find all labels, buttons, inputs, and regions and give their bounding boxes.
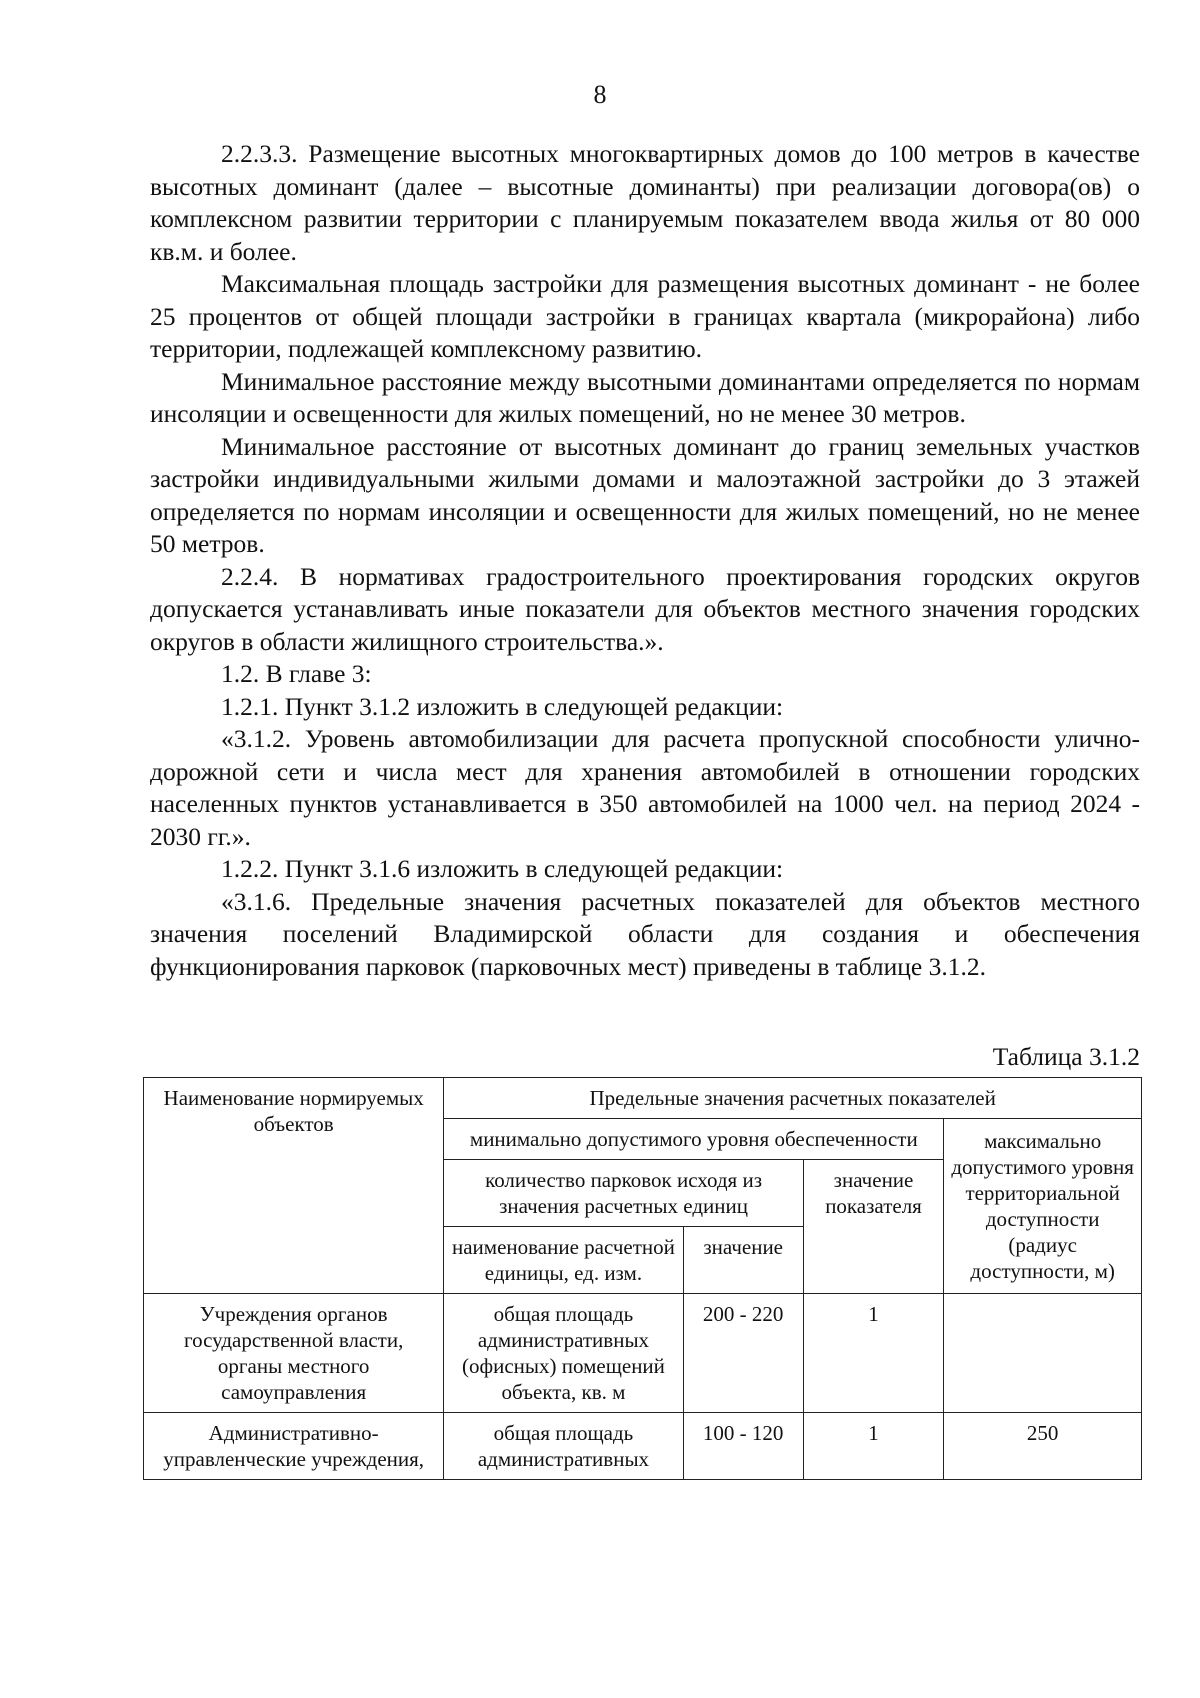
paragraph: «3.1.2. Уровень автомобилизации для расчета пропускной способности улично-дорожной сети и числа мест для хранения автомобилей в отношении городских населенных пунктов устанавливается в 350 автомобилей на 1000 чел. на период 2024 - 2030 гг.». [150,724,1140,851]
cell-value: 100 - 120 [683,1413,803,1480]
table-caption: Таблица 3.1.2 [992,1042,1140,1071]
paragraph: 1.2. В главе 3: [221,659,372,688]
header-unit-name: наименование расчетной единицы, ед. изм. [444,1227,683,1294]
table-row [144,1294,1142,1413]
table-row [144,1413,1142,1480]
cell-indicator: 1 [803,1294,944,1413]
cell-radius: 250 [944,1413,1142,1480]
cell-value: 200 - 220 [683,1294,803,1413]
document-body [150,138,1140,983]
paragraph: 1.2.2. Пункт 3.1.6 изложить в следующей редакции: [221,854,784,883]
cell-unit: общая площадь административных [444,1413,683,1480]
table-header-row [144,1078,1142,1119]
paragraph: «3.1.6. Предельные значения расчетных показателей для объектов местного значения поселений Владимирской области для создания и обеспечения функционирования парковок (парковочных мест) приведены в таблице 3.1.2. [150,886,1140,981]
cell-object: Административно-управленческие учреждения, [144,1413,444,1480]
header-min-level: минимально допустимого уровня обеспеченности [444,1119,944,1160]
header-indicator: значение показателя [803,1160,944,1294]
paragraph: Минимальное расстояние от высотных доминант до границ земельных участков застройки индивидуальными жилыми домами и малоэтажной застройки до 3 этажей определяется по нормам инсоляции и освещенности для жилых помещений, но не менее 50 метров. [150,431,1140,558]
header-count: количество парковок исходя из значения расчетных единиц [444,1160,803,1227]
paragraph: 2.2.3.3. Размещение высотных многоквартирных домов до 100 метров в качестве высотных доминант (далее – высотные доминанты) при реализации договора(ов) о комплексном развитии территории с планируемым показателем ввода жилья от 80 000 кв.м. и более. [150,139,1140,266]
header-limits: Предельные значения расчетных показателей [444,1078,1142,1119]
header-unit-value: значение [683,1227,803,1294]
parking-table [143,1077,1142,1480]
paragraph: Максимальная площадь застройки для размещения высотных доминант - не более 25 процентов от общей площади застройки в границах квартала (микрорайона) либо территории, подлежащей комплексному развитию. [150,269,1140,363]
paragraph: Минимальное расстояние между высотными доминантами определяется по нормам инсоляции и освещенности для жилых помещений, но не менее 30 метров. [150,366,1140,428]
page-number: 8 [593,80,607,109]
header-max-level: максимально допустимого уровня территориальной доступности (радиус доступности, м) [944,1119,1142,1294]
cell-object: Учреждения органов государственной власти, органы местного самоуправления [144,1294,444,1413]
cell-indicator: 1 [803,1413,944,1480]
cell-radius [944,1294,1142,1413]
header-objects: Наименование нормируемых объектов [144,1078,444,1294]
paragraph: 1.2.1. Пункт 3.1.2 изложить в следующей редакции: [221,691,784,721]
paragraph: 2.2.4. В нормативах градостроительного проектирования городских округов допускается устанавливать иные показатели для объектов местного значения городских округов в области жилищного строительства.». [150,561,1140,656]
cell-unit: общая площадь административных (офисных) помещений объекта, кв. м [444,1294,683,1413]
